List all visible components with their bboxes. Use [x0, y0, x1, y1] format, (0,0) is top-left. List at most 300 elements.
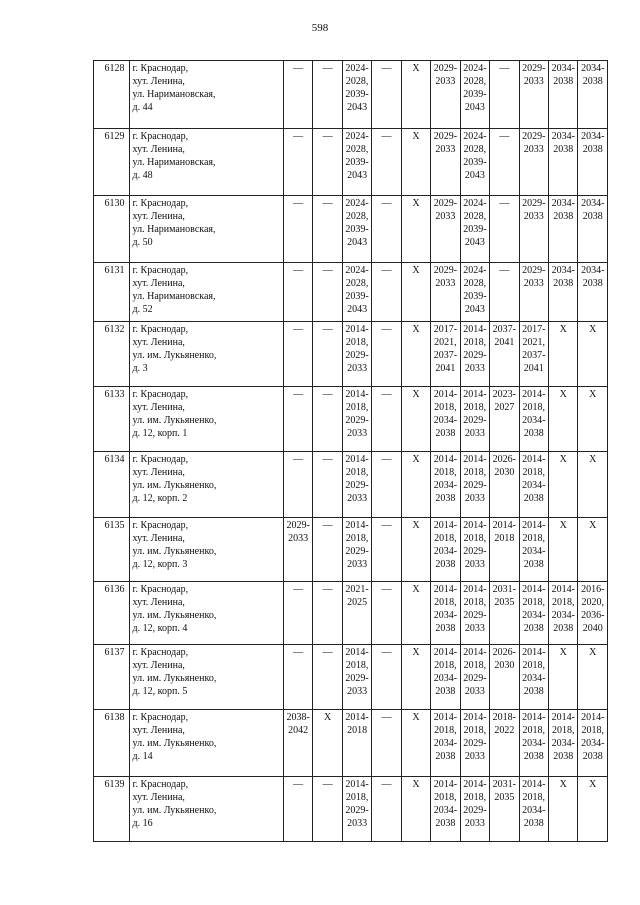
schedule-cell	[342, 322, 371, 387]
cell-line: 2034-	[551, 198, 575, 209]
cell-line: 2017-	[433, 324, 458, 335]
cell-line: —	[381, 779, 392, 790]
schedule-cell	[549, 645, 578, 710]
cell-line: 2014-	[463, 712, 487, 723]
address-line: д. 12, корп. 2	[132, 493, 188, 504]
cell-line: 2043	[464, 170, 485, 181]
cell-line: 2039-	[463, 157, 487, 168]
address-line: хут. Ленина,	[132, 211, 185, 222]
schedule-cell	[431, 777, 460, 842]
cell-line: 2014-	[433, 584, 458, 595]
schedule-cell	[431, 129, 460, 196]
cell-line: —	[499, 63, 510, 74]
cell-line: 2018,	[345, 660, 369, 671]
cell-line: 2038	[435, 818, 456, 829]
cell-line: 2028,	[463, 76, 487, 87]
schedule-cell	[578, 61, 608, 129]
cell-line: 2039-	[345, 224, 369, 235]
cell-line: 2029-	[286, 520, 310, 531]
schedule-cell	[372, 582, 401, 645]
address-line: ул. им. Лукьяненко,	[132, 415, 217, 426]
cell-line: 2018,	[522, 402, 546, 413]
cell-line: —	[381, 63, 392, 74]
cell-line: 2038	[553, 751, 574, 762]
cell-line: 2018,	[434, 533, 457, 544]
schedule-cell	[460, 129, 489, 196]
schedule-cell	[490, 322, 519, 387]
schedule-cell	[283, 61, 312, 129]
cell-line: X	[559, 324, 567, 335]
schedule-cell	[490, 452, 519, 518]
cell-line: 2018,	[522, 660, 546, 671]
cell-line: 2034-	[551, 63, 575, 74]
cell-line: 2038	[553, 144, 574, 155]
schedule-cell	[460, 645, 489, 710]
schedule-cell	[342, 582, 371, 645]
schedule-cell	[490, 710, 519, 777]
schedule-cell	[460, 710, 489, 777]
address-line: д. 12, корп. 5	[132, 686, 188, 697]
schedule-cell	[460, 263, 489, 322]
address-line: д. 50	[132, 237, 153, 248]
cell-line: —	[381, 712, 392, 723]
address-line: хут. Ленина,	[132, 76, 185, 87]
cell-line: 2024-	[345, 198, 369, 209]
schedule-cell	[372, 645, 401, 710]
table-row	[94, 263, 608, 322]
table-row	[94, 518, 608, 582]
cell-line: 2034-	[581, 738, 605, 749]
schedule-cell	[490, 582, 519, 645]
schedule-cell	[519, 61, 548, 129]
cell-line: 2018,	[463, 337, 487, 348]
cell-line: 2034-	[433, 610, 458, 621]
cell-line: 2029-	[433, 198, 458, 209]
address-line: ул. Наримановская,	[132, 89, 216, 100]
address-cell	[129, 387, 283, 452]
cell-line: 2039-	[463, 224, 487, 235]
cell-line: —	[322, 779, 333, 790]
address-line: г. Краснодар,	[132, 584, 189, 595]
schedule-cell	[431, 645, 460, 710]
cell-line: —	[293, 454, 304, 465]
cell-line: —	[322, 198, 333, 209]
table-row	[94, 777, 608, 842]
row-number: 6129	[94, 129, 130, 196]
cell-line: 2018,	[434, 467, 457, 478]
cell-line: 2030	[494, 467, 515, 478]
cell-line: 2029-	[463, 610, 487, 621]
cell-line: X	[589, 779, 597, 790]
cell-line: X	[559, 389, 567, 400]
cell-line: 2018,	[581, 725, 604, 736]
cell-line: 2034-	[551, 738, 575, 749]
schedule-cell	[342, 129, 371, 196]
cell-line: 2033	[435, 144, 456, 155]
schedule-cell	[549, 387, 578, 452]
cell-line: —	[381, 647, 392, 658]
cell-line: 2039-	[463, 89, 487, 100]
cell-line: 2024-	[345, 265, 369, 276]
cell-line: —	[293, 265, 304, 276]
cell-line: X	[559, 779, 567, 790]
cell-line: 2014-	[345, 520, 369, 531]
schedule-cell	[283, 452, 312, 518]
cell-line: X	[412, 712, 420, 723]
schedule-cell	[401, 129, 430, 196]
cell-line: 2014-	[522, 389, 546, 400]
address-line: ул. им. Лукьяненко,	[132, 738, 217, 749]
address-line: ул. им. Лукьяненко,	[132, 350, 217, 361]
schedule-cell	[490, 645, 519, 710]
schedule-cell	[431, 263, 460, 322]
cell-line: —	[499, 198, 510, 209]
cell-line: 2038	[523, 751, 544, 762]
schedule-cell	[283, 129, 312, 196]
schedule-cell	[372, 777, 401, 842]
cell-line: X	[412, 131, 420, 142]
cell-line: 2038	[523, 493, 544, 504]
address-line: хут. Ленина,	[132, 660, 185, 671]
cell-line: —	[499, 131, 510, 142]
cell-line: 2029-	[522, 63, 546, 74]
cell-line: 2038	[435, 686, 456, 697]
cell-line: 2029-	[433, 131, 458, 142]
cell-line: 2018	[347, 725, 368, 736]
table-row	[94, 582, 608, 645]
cell-line: X	[559, 454, 567, 465]
schedule-cell	[313, 452, 342, 518]
cell-line: 2038	[582, 76, 603, 87]
cell-line: 2014-	[522, 647, 546, 658]
cell-line: 2014-	[463, 584, 487, 595]
table-row	[94, 452, 608, 518]
cell-line: 2028,	[345, 76, 369, 87]
schedule-cell	[578, 452, 608, 518]
cell-line: 2018,	[522, 597, 546, 608]
cell-line: X	[412, 584, 420, 595]
schedule-cell	[549, 129, 578, 196]
cell-line: 2014-	[463, 324, 487, 335]
schedule-cell	[549, 582, 578, 645]
cell-line: 2034-	[551, 610, 575, 621]
schedule-cell	[342, 518, 371, 582]
schedule-cell	[490, 518, 519, 582]
cell-line: 2028,	[463, 211, 487, 222]
schedule-cell	[431, 196, 460, 263]
cell-line: —	[381, 265, 392, 276]
address-line: ул. Наримановская,	[132, 157, 216, 168]
cell-line: 2041	[494, 337, 515, 348]
cell-line: 2029-	[463, 415, 487, 426]
cell-line: 2033	[464, 428, 485, 439]
cell-line: 2018,	[434, 402, 457, 413]
cell-line: 2037-	[492, 324, 516, 335]
address-line: ул. им. Лукьяненко,	[132, 673, 217, 684]
cell-line: 2036-	[581, 610, 605, 621]
cell-line: —	[293, 584, 304, 595]
cell-line: 2017-	[522, 324, 546, 335]
schedule-cell	[519, 322, 548, 387]
cell-line: 2034-	[581, 63, 605, 74]
schedule-cell	[401, 196, 430, 263]
schedule-cell	[283, 710, 312, 777]
schedule-cell	[460, 452, 489, 518]
cell-line: 2033	[347, 363, 368, 374]
address-cell	[129, 263, 283, 322]
schedule-cell	[313, 710, 342, 777]
address-line: ул. им. Лукьяненко,	[132, 546, 217, 557]
cell-line: 2024-	[345, 63, 369, 74]
cell-line: 2034-	[433, 480, 458, 491]
address-cell	[129, 322, 283, 387]
cell-line: 2033	[464, 493, 485, 504]
cell-line: 2034-	[522, 738, 546, 749]
cell-line: 2037-	[433, 350, 458, 361]
cell-line: 2034-	[522, 546, 546, 557]
cell-line: —	[322, 584, 333, 595]
cell-line: 2018,	[551, 597, 575, 608]
cell-line: 2018,	[345, 467, 369, 478]
cell-line: 2018,	[345, 533, 369, 544]
cell-line: —	[381, 324, 392, 335]
cell-line: 2031-	[492, 584, 516, 595]
cell-line: 2023-	[492, 389, 516, 400]
schedule-cell	[519, 452, 548, 518]
cell-line: 2039-	[345, 157, 369, 168]
cell-line: —	[293, 63, 304, 74]
address-line: хут. Ленина,	[132, 278, 185, 289]
cell-line: 2033	[435, 211, 456, 222]
address-cell	[129, 645, 283, 710]
cell-line: —	[293, 324, 304, 335]
schedule-cell	[549, 263, 578, 322]
cell-line: 2029-	[463, 673, 487, 684]
cell-line: 2030	[494, 660, 515, 671]
cell-line: —	[322, 324, 333, 335]
schedule-cell	[578, 518, 608, 582]
cell-line: 2033	[347, 686, 368, 697]
schedule-cell	[313, 645, 342, 710]
page-number: 598	[311, 22, 329, 34]
cell-line: 2038	[553, 623, 574, 634]
cell-line: 2014-	[433, 712, 458, 723]
schedule-cell	[313, 196, 342, 263]
address-line: ул. им. Лукьяненко,	[132, 610, 217, 621]
schedule-cell	[519, 645, 548, 710]
cell-line: 2022	[494, 725, 515, 736]
cell-line: X	[412, 454, 420, 465]
schedule-cell	[549, 518, 578, 582]
cell-line: 2029-	[345, 673, 369, 684]
cell-line: 2034-	[433, 738, 458, 749]
schedule-cell	[490, 129, 519, 196]
cell-line: 2033	[464, 818, 485, 829]
cell-line: 2034-	[522, 673, 546, 684]
cell-line: 2039-	[345, 291, 369, 302]
schedule-cell	[401, 322, 430, 387]
cell-line: 2014-	[345, 647, 369, 658]
address-line: д. 48	[132, 170, 153, 181]
cell-line: 2041	[523, 363, 544, 374]
schedule-cell	[578, 322, 608, 387]
cell-line: 2029-	[345, 546, 369, 557]
schedule-cell	[313, 518, 342, 582]
cell-line: 2038	[435, 751, 456, 762]
cell-line: 2028,	[345, 278, 369, 289]
schedule-cell	[313, 582, 342, 645]
schedule-cell	[342, 777, 371, 842]
cell-line: 2029-	[463, 546, 487, 557]
table-row	[94, 710, 608, 777]
cell-line: 2014-	[345, 712, 369, 723]
cell-line: 2014-	[433, 389, 458, 400]
cell-line: X	[412, 265, 420, 276]
cell-line: 2021-	[345, 584, 369, 595]
address-line: д. 12, корп. 4	[132, 623, 188, 634]
schedule-cell	[431, 387, 460, 452]
cell-line: 2029-	[463, 805, 487, 816]
cell-line: 2018,	[522, 725, 546, 736]
address-line: д. 52	[132, 304, 153, 315]
cell-line: 2018,	[434, 792, 457, 803]
cell-line: X	[324, 712, 332, 723]
schedule-cell	[460, 387, 489, 452]
cell-line: 2018,	[434, 725, 457, 736]
cell-line: 2024-	[463, 131, 487, 142]
address-line: хут. Ленина,	[132, 402, 185, 413]
cell-line: —	[381, 389, 392, 400]
cell-line: 2018,	[463, 725, 487, 736]
cell-line: 2043	[347, 102, 368, 113]
cell-line: 2039-	[463, 291, 487, 302]
address-line: ул. Наримановская,	[132, 224, 216, 235]
schedule-cell	[342, 645, 371, 710]
cell-line: 2033	[464, 623, 485, 634]
cell-line: 2038	[582, 211, 603, 222]
cell-line: 2033	[347, 818, 368, 829]
schedule-cell	[460, 518, 489, 582]
row-number: 6136	[94, 582, 130, 645]
address-line: ул. Наримановская,	[132, 291, 216, 302]
row-number: 6131	[94, 263, 130, 322]
address-line: д. 44	[132, 102, 153, 113]
schedule-cell	[372, 129, 401, 196]
table-row	[94, 387, 608, 452]
cell-line: 2026-	[492, 454, 516, 465]
cell-line: 2014-	[463, 520, 487, 531]
cell-line: 2029-	[345, 805, 369, 816]
schedule-cell	[431, 452, 460, 518]
cell-line: 2034-	[433, 673, 458, 684]
schedule-cell	[401, 61, 430, 129]
housing-schedule-table	[93, 60, 608, 842]
cell-line: 2018,	[463, 660, 487, 671]
schedule-cell	[490, 61, 519, 129]
address-line: д. 12, корп. 3	[132, 559, 188, 570]
schedule-cell	[549, 710, 578, 777]
cell-line: X	[412, 198, 420, 209]
cell-line: 2034-	[433, 546, 458, 557]
cell-line: 2014-	[581, 712, 605, 723]
cell-line: 2038	[553, 278, 574, 289]
schedule-cell	[313, 777, 342, 842]
schedule-cell	[313, 129, 342, 196]
cell-line: —	[293, 198, 304, 209]
cell-line: 2018,	[345, 337, 369, 348]
address-line: ул. им. Лукьяненко,	[132, 805, 217, 816]
cell-line: 2020,	[581, 597, 604, 608]
address-line: д. 14	[132, 751, 153, 762]
address-line: д. 3	[132, 363, 148, 374]
row-number: 6137	[94, 645, 130, 710]
schedule-cell	[372, 710, 401, 777]
schedule-cell	[342, 710, 371, 777]
cell-line: 2033	[435, 76, 456, 87]
cell-line: X	[589, 520, 597, 531]
row-number: 6139	[94, 777, 130, 842]
cell-line: 2043	[347, 237, 368, 248]
cell-line: 2029-	[522, 131, 546, 142]
schedule-cell	[283, 777, 312, 842]
cell-line: 2031-	[492, 779, 516, 790]
address-line: г. Краснодар,	[132, 324, 189, 335]
cell-line: —	[381, 198, 392, 209]
schedule-cell	[549, 322, 578, 387]
cell-line: 2029-	[345, 480, 369, 491]
cell-line: 2035	[494, 792, 515, 803]
cell-line: 2025	[347, 597, 368, 608]
cell-line: 2018,	[522, 467, 546, 478]
cell-line: 2028,	[463, 278, 487, 289]
cell-line: 2027	[494, 402, 515, 413]
row-number: 6128	[94, 61, 130, 129]
address-line: д. 16	[132, 818, 153, 829]
schedule-cell	[342, 263, 371, 322]
address-line: хут. Ленина,	[132, 597, 185, 608]
cell-line: 2034-	[581, 265, 605, 276]
cell-line: X	[559, 647, 567, 658]
cell-line: 2040	[582, 623, 603, 634]
address-cell	[129, 129, 283, 196]
cell-line: 2033	[288, 533, 309, 544]
cell-line: 2038	[523, 686, 544, 697]
cell-line: 2018,	[345, 792, 369, 803]
schedule-cell	[401, 452, 430, 518]
row-number: 6130	[94, 196, 130, 263]
cell-line: X	[412, 63, 420, 74]
schedule-cell	[519, 710, 548, 777]
cell-line: 2029-	[345, 350, 369, 361]
schedule-cell	[519, 196, 548, 263]
cell-line: 2028,	[463, 144, 487, 155]
cell-line: 2043	[347, 304, 368, 315]
schedule-cell	[460, 582, 489, 645]
schedule-cell	[372, 452, 401, 518]
cell-line: 2018	[494, 533, 515, 544]
address-line: г. Краснодар,	[132, 712, 189, 723]
cell-line: —	[322, 389, 333, 400]
cell-line: X	[412, 389, 420, 400]
cell-line: —	[322, 520, 333, 531]
table-row	[94, 322, 608, 387]
cell-line: 2029-	[345, 415, 369, 426]
cell-line: 2043	[347, 170, 368, 181]
schedule-cell	[490, 196, 519, 263]
cell-line: 2018,	[463, 402, 487, 413]
schedule-cell	[372, 263, 401, 322]
schedule-cell	[401, 777, 430, 842]
